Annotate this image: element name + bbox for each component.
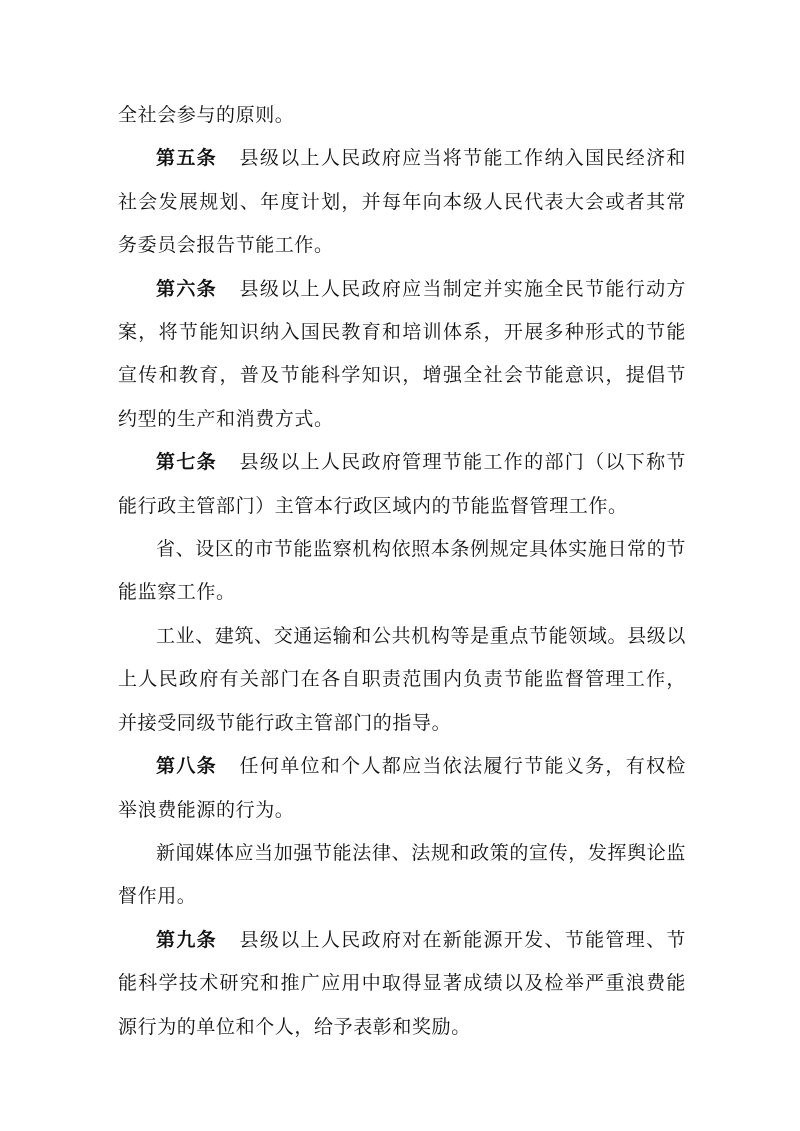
paragraph-article-5 xyxy=(118,137,686,267)
paragraph-article-7-clause-2 xyxy=(118,528,686,615)
paragraph-article-7 xyxy=(118,441,686,528)
paragraph-text: 县级以上人民政府应当将节能工作纳入国民经济和社会发展规划、年度计划，并每年向本级人民代表大会或者其常务委员会报告节能工作。 xyxy=(118,147,686,257)
paragraph-text: 工业、建筑、交通运输和公共机构等是重点节能领域。县级以上人民政府有关部门在各自职责范围内负责节能监督管理工作，并接受同级节能行政主管部门的指导。 xyxy=(118,624,686,734)
paragraph-article-8 xyxy=(118,745,686,832)
paragraph-text: 县级以上人民政府应当制定并实施全民节能行动方案，将节能知识纳入国民教育和培训体系，开展多种形式的节能宣传和教育，普及节能科学知识，增强全社会节能意识，提倡节约型的生产和消费方式。 xyxy=(118,277,686,430)
paragraph-text: 任何单位和个人都应当依法履行节能义务，有权检举浪费能源的行为。 xyxy=(118,755,686,821)
paragraph-article-7-clause-3 xyxy=(118,615,686,745)
article-heading: 第七条 xyxy=(156,451,217,474)
paragraph-text: 县级以上人民政府对在新能源开发、节能管理、节能科学技术研究和推广应用中取得显著成绩以及检举严重浪费能源行为的单位和个人，给予表彰和奖励。 xyxy=(118,928,686,1038)
article-heading: 第五条 xyxy=(156,147,217,170)
paragraph-article-9 xyxy=(118,919,686,1049)
article-heading: 第九条 xyxy=(156,928,217,951)
paragraph-article-6 xyxy=(118,268,686,442)
paragraph-article-8-clause-2 xyxy=(118,832,686,919)
paragraph-text: 县级以上人民政府管理节能工作的部门（以下称节能行政主管部门）主管本行政区域内的节能监督管理工作。 xyxy=(118,451,686,517)
paragraph-text: 省、设区的市节能监察机构依照本条例规定具体实施日常的节能监察工作。 xyxy=(118,538,686,604)
paragraph-1 xyxy=(118,94,686,137)
article-heading: 第六条 xyxy=(156,277,217,300)
paragraph-text: 新闻媒体应当加强节能法律、法规和政策的宣传，发挥舆论监督作用。 xyxy=(118,841,686,908)
article-heading: 第八条 xyxy=(156,755,217,778)
paragraph-text: 全社会参与的原则。 xyxy=(118,104,295,126)
document-body xyxy=(118,94,686,1049)
